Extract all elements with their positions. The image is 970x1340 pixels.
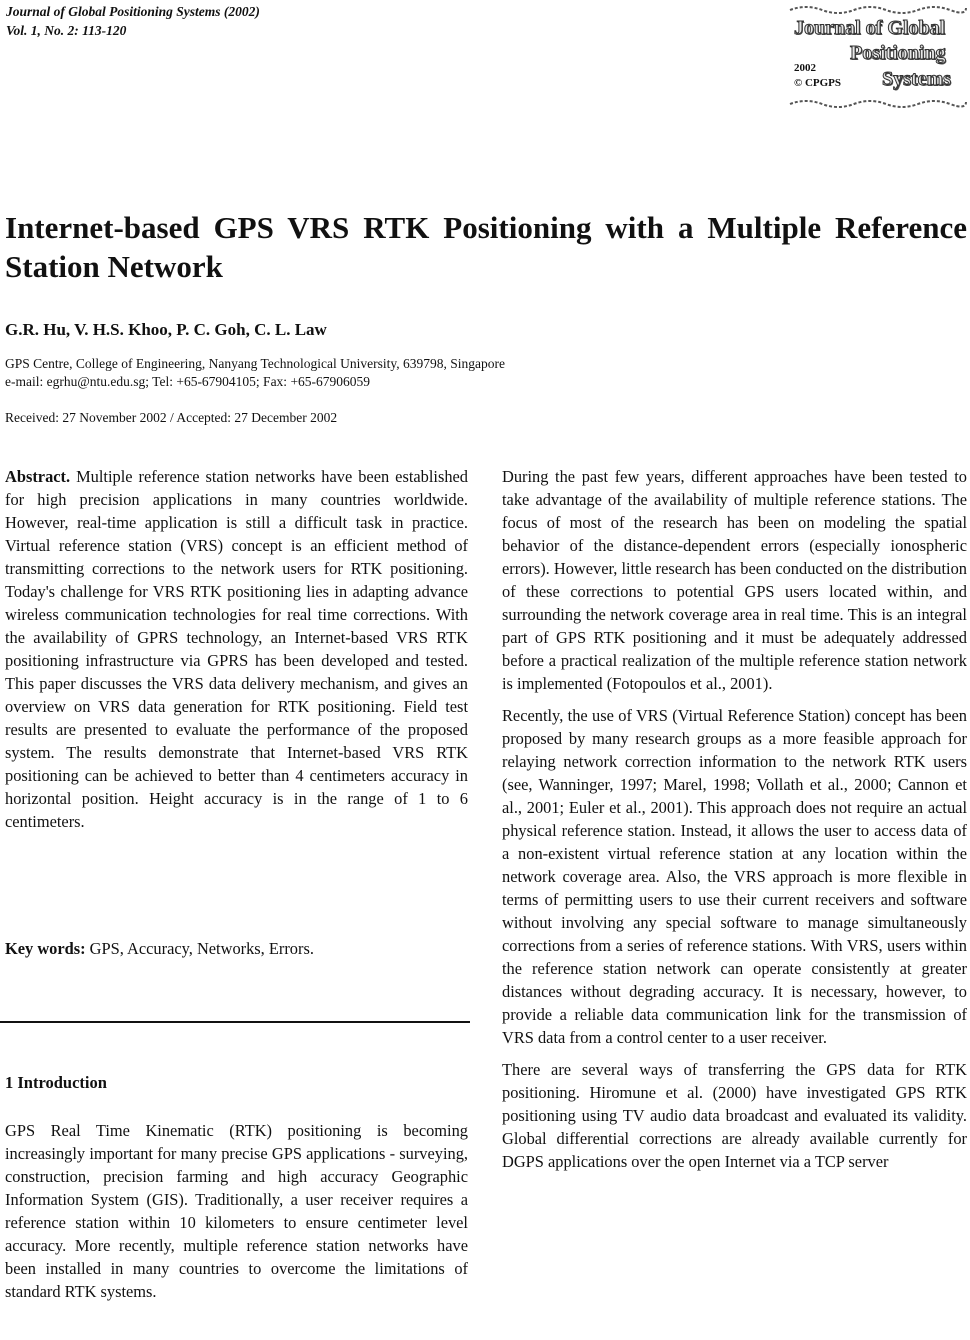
right-paragraph-1: During the past few years, different approaches have been tested to take advantage of the availability of multiple reference stations. The focus of most of the research has been on modeling the spatial behavior of the distance-dependent errors (especially ionospheric errors). However, little research has been conducted on the distribution of these corrections to potential GPS users located within, and surrounding the network coverage area in real time. This is an integral part of GPS RTK positioning and it must be adequately addressed before a practical realization of the multiple reference station network is implemented (Fotopoulos et al., 2001). — [502, 467, 967, 693]
journal-logo — [786, 0, 968, 112]
keywords-label: Key words: — [5, 939, 86, 958]
right-column-body — [502, 465, 967, 1173]
right-paragraph-3: There are several ways of transferring the GPS data for RTK positioning. Hiromune et al. (2000) have investigated GPS RTK positioning using TV audio data broadcast and evaluated its validity. Global differential corrections are already available currently for DGPS applications over the open Internet via a TCP server — [502, 1060, 967, 1171]
author-affiliation-block — [5, 355, 505, 391]
introduction-paragraph-1: GPS Real Time Kinematic (RTK) positioning is becoming increasingly important for many precise GPS applications - surveying, construction, precision farming and high accuracy Geographic Information System (GIS). Traditionally, a user receiver requires a reference station within 10 kilometers to ensure centimeter level accuracy. More recently, multiple reference station networks have been installed in many countries to overcome the limitations of standard RTK systems. — [5, 1121, 468, 1301]
logo-copyright: © CPGPS — [794, 77, 842, 89]
journal-volume: Vol. 1, No. 2: 113-120 — [6, 23, 127, 38]
introduction-body — [5, 1119, 468, 1303]
journal-name: Journal of Global Positioning Systems (2002) — [6, 4, 260, 19]
contact-info: e-mail: egrhu@ntu.edu.sg; Tel: +65-67904105; Fax: +65-67906059 — [5, 374, 371, 389]
affiliation: GPS Centre, College of Engineering, Nanyang Technological University, 639798, Singapore — [5, 356, 505, 371]
logo-year: 2002 — [794, 62, 816, 74]
keywords-text: GPS, Accuracy, Networks, Errors. — [85, 939, 314, 958]
section-divider — [0, 1021, 470, 1023]
abstract-block — [5, 465, 468, 833]
received-dates: Received: 27 November 2002 / Accepted: 27 December 2002 — [5, 410, 338, 425]
keywords-paragraph — [5, 937, 468, 960]
logo-line-3: Systems — [882, 68, 951, 90]
section-heading-introduction: 1 Introduction — [5, 1073, 107, 1092]
right-paragraph-2: Recently, the use of VRS (Virtual Reference Station) concept has been proposed by many research groups as a more feasible approach for relaying network correction information to the network RTK users (see, Wanninger, 1997; Marel, 1998; Vollath et al., 2000; Cannon et al., 2001; Euler et al., 2001). This approach does not require an actual physical reference station. Instead, it allows the user to access data of a non-existent virtual reference station at any location within the network coverage area. Also, the VRS approach is more flexible in terms of permitting users to use their current receivers and software without involving any special software to manage simultaneously corrections from a series of reference stations. With VRS, users within the reference station network can operate consistently at greater distances without degrading accuracy. It is necessary, however, to provide a reliable data communication link for the transmission of VRS data from a control center to a user receiver. — [502, 706, 967, 1047]
abstract-text: Multiple reference station networks have been established for high precision applications in many countries worldwide. However, real-time application is still a difficult task in practice. Virtual reference station (VRS) concept is an efficient method of transmitting corrections to the network users for RTK positioning. Today's challenge for VRS RTK positioning lies in adapting advance wireless communication technologies for real time corrections. With the availability of GPRS technology, an Internet-based VRS RTK positioning infrastructure via GPRS has been developed and tested. This paper discusses the VRS data delivery mechanism, and gives an overview on VRS data generation for RTK positioning. Field test results are presented to evaluate the performance of the proposed system. The results demonstrate that Internet-based VRS RTK positioning can be achieved to better than 4 centimeters accuracy in horizontal position. Height accuracy is in the range of 1 to 6 centimeters. — [5, 467, 468, 831]
logo-line-2: Positioning — [850, 42, 946, 64]
journal-reference — [6, 2, 260, 40]
paper-authors: G.R. Hu, V. H.S. Khoo, P. C. Goh, C. L. Law — [5, 320, 327, 339]
paper-title: Internet-based GPS VRS RTK Positioning with a Multiple Reference Station Network — [5, 210, 967, 284]
keywords-block — [5, 937, 468, 960]
logo-line-1: Journal of Global — [794, 17, 946, 39]
abstract-paragraph — [5, 465, 468, 833]
abstract-label: Abstract. — [5, 467, 71, 486]
